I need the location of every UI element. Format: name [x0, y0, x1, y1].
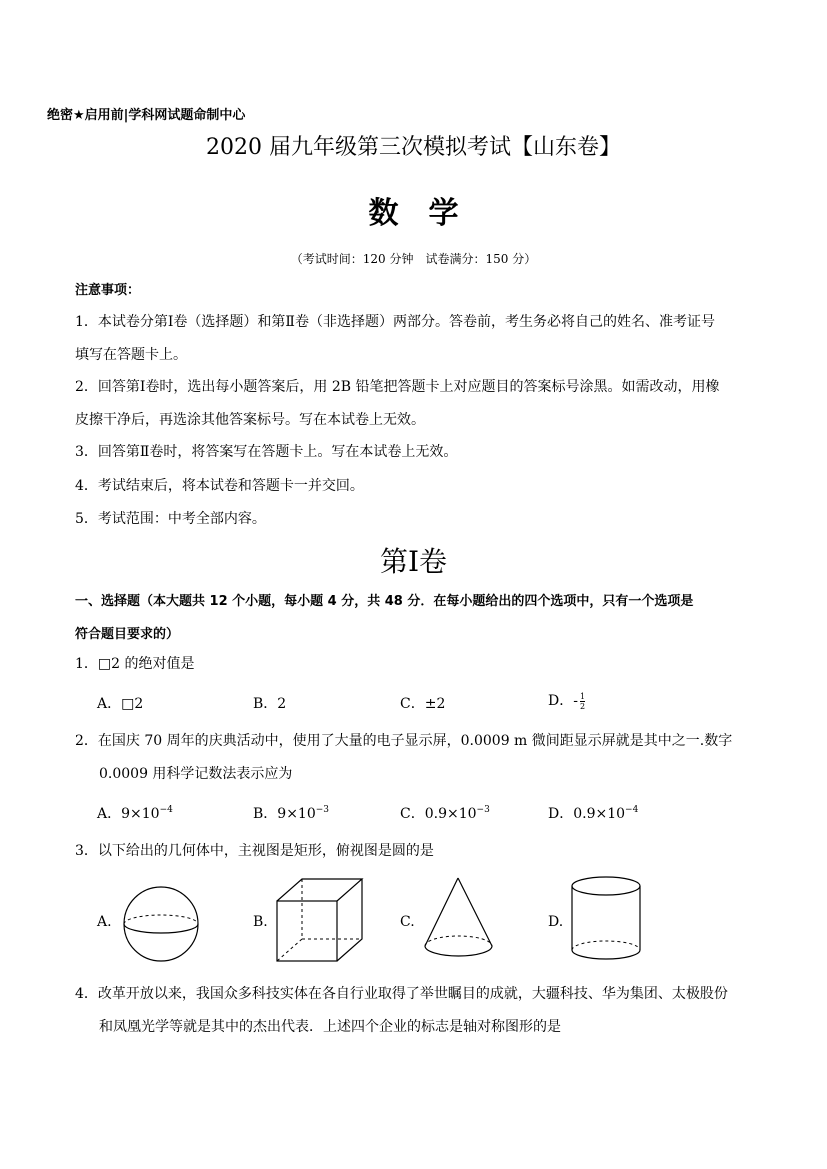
section-intro-line1: 一、选择题（本大题共 12 个小题，每小题 4 分，共 48 分．在每小题给出的四个选项中，只有一个选项是: [75, 594, 694, 609]
notice-item-2: 2．回答第Ⅰ卷时，选出每小题答案后，用 2B 铅笔把答题卡上对应题目的答案标号涂黑。如需改动，用橡: [75, 379, 720, 395]
q1-option-a: A．□2: [97, 696, 144, 712]
q2-option-a-base: 9×10: [121, 806, 160, 822]
q2-option-c-exponent: −3: [476, 805, 490, 815]
q2-option-c-base: 0.9×10: [424, 806, 477, 822]
section-intro-line2: 符合题目要求的）: [75, 627, 180, 642]
q2-stem-line1: 2．在国庆 70 周年的庆典活动中，使用了大量的电子显示屏，0.0009 m 微间距显示屏就是其中之一.数字: [75, 733, 733, 749]
q1-option-d-prefix: D．-: [548, 693, 578, 709]
q3-option-b-label: B.: [253, 914, 268, 930]
subject-title: 数 学: [368, 196, 459, 231]
notice-item-1-cont: 填写在答题卡上。: [75, 347, 187, 363]
cube-figure: [274, 876, 374, 966]
header-tag: 绝密★启用前|学科网试题命制中心: [47, 108, 246, 123]
q2-stem-line2: 0.0009 用科学记数法表示应为: [99, 766, 293, 782]
q2-option-a-exponent: −4: [159, 805, 173, 815]
q2-option-b: [253, 803, 329, 823]
q3-option-c-label: C.: [400, 914, 415, 930]
q2-option-c-label: C．: [400, 806, 425, 822]
q2-option-c: [400, 803, 490, 823]
notice-item-1: 1．本试卷分第Ⅰ卷（选择题）和第Ⅱ卷（非选择题）两部分。答卷前，考生务必将自己的姓名、准考证号: [75, 314, 715, 330]
fraction-numerator: 1: [579, 691, 586, 701]
q2-option-b-exponent: −3: [315, 805, 330, 815]
q1-option-b: B．2: [253, 696, 287, 712]
q4-stem-line2: 和凤凰光学等就是其中的杰出代表．上述四个企业的标志是轴对称图形的是: [99, 1019, 561, 1035]
q2-option-d-exponent: −4: [625, 805, 639, 815]
exam-info: （考试时间：120 分钟 试卷满分：150 分）: [290, 252, 537, 266]
fraction-denominator: 2: [579, 701, 586, 711]
notice-heading: 注意事项：: [75, 283, 141, 298]
notice-item-2-cont: 皮擦干净后，再选涂其他答案标号。写在本试卷上无效。: [75, 412, 425, 428]
cylinder-figure: [568, 872, 648, 972]
q2-option-b-label: B．: [253, 806, 278, 822]
exam-title: 2020 届九年级第三次模拟考试【山东卷】: [206, 135, 621, 160]
q2-option-d-base: 0.9×10: [573, 806, 626, 822]
q3-stem: 3．以下给出的几何体中，主视图是矩形，俯视图是圆的是: [75, 843, 434, 859]
fraction: [580, 692, 585, 711]
section-title: 第Ⅰ卷: [379, 545, 448, 578]
q2-option-a: [97, 803, 173, 823]
q1-option-d: [548, 690, 585, 711]
notice-item-4: 4．考试结束后，将本试卷和答题卡一并交回。: [75, 478, 364, 494]
notice-item-3: 3．回答第Ⅱ卷时，将答案写在答题卡上。写在本试卷上无效。: [75, 444, 458, 460]
q1-stem: 1．□2 的绝对值是: [75, 656, 195, 672]
sphere-figure: [120, 872, 202, 976]
q3-option-a-label: A.: [97, 914, 112, 930]
q2-option-d: [548, 803, 638, 823]
q2-option-d-label: D．: [548, 806, 574, 822]
q2-option-a-label: A．: [97, 806, 122, 822]
q1-option-c: C．±2: [400, 696, 446, 712]
notice-item-5: 5．考试范围：中考全部内容。: [75, 511, 266, 527]
q2-option-b-base: 9×10: [277, 806, 316, 822]
q3-option-d-label: D.: [548, 914, 564, 930]
cone-figure: [420, 876, 500, 976]
q4-stem-line1: 4．改革开放以来，我国众多科技实体在各自行业取得了举世瞩目的成就，大疆科技、华为集团、太极股份: [75, 986, 728, 1002]
